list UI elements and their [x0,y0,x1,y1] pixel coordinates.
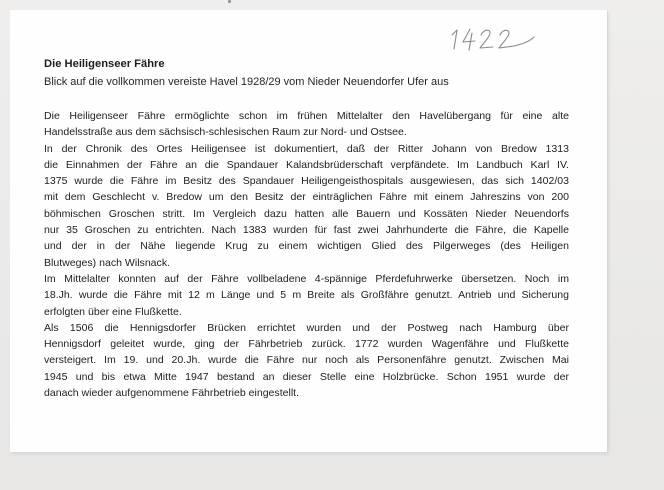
document-card [10,10,607,452]
scan-speck [228,0,231,3]
body-line: versteigert. Im 19. und 20.Jh. wurde die Fähre nur noch als Personenfähre genutzt. Zwischen Mai [44,354,569,367]
body-line: Hennigsdorf geleitet wurde, ging der Fährbetrieb zurück. 1772 wurden Wagenfähre und Flußkette [44,338,569,351]
body-line: die Einnahmen der Fähre an die Spandauer Kalandsbrüderschaft verpfändete. Im Landbuch Karl IV. [44,158,569,171]
body-line: erfolgten über eine Flußkette. [44,305,182,318]
document-body [44,108,569,401]
document-subtitle: Blick auf die vollkommen vereiste Havel 1928/29 vom Nieder Neuendorfer Ufer aus [44,76,449,88]
body-line: böhmischen Groschen stritt. Im Vergleich dazu hatten alle Bauern und Kossäten Nieder Neuendorfs [44,207,569,220]
body-line: danach wieder aufgenommene Fährbetrieb eingestellt. [44,387,300,400]
body-line: 1375 wurde die Fähre im Besitz des Spandauer Heiligengeisthospitals ausgewiesen, das sich 1402/03 [44,175,569,188]
body-line: In der Chronik des Ortes Heiligensee ist dokumentiert, daß der Ritter Johann von Bredow 1313 [44,142,569,155]
body-line: Als 1506 die Hennigsdorfer Brücken errichtet wurden und der Postweg nach Hamburg über [44,321,569,334]
body-line: mit dem Geschlecht v. Bredow um den Besitz der einträglichen Fähre mit einem Jahreszins von 200 [44,191,569,204]
body-line: Handelsstraße aus dem sächsisch-schlesischen Raum zur Nord- und Ostsee. [44,126,407,139]
body-line: Die Heiligenseer Fähre ermöglichte schon im frühen Mittelalter den Havelübergang für eine alte [44,110,569,122]
body-line: 1945 und bis etwa Mitte 1947 bestand an dieser Stelle eine Holzbrücke. Schon 1951 wurde der [44,370,569,383]
handwritten-number [448,24,540,54]
body-line: nur 35 Groschen zu entrichten. Nach 1383 wurden für fast zwei Jahrhunderte die Fähre, die Kapelle [44,224,569,237]
body-line: Im Mittelalter konnten auf der Fähre vollbeladene 4-spännige Pferdefuhrwerke übersetzen. Noch im [44,272,569,285]
document-title: Die Heiligenseer Fähre [44,58,165,70]
body-line: Blutweges) nach Wilsnack. [44,256,171,269]
body-line: 18.Jh. wurde die Fähre mit 12 m Länge und 5 m Breite als Großfähre genutzt. Antrieb und Sicherung [44,289,569,302]
body-line: und der in der Nähe liegende Krug zu einem wichtigen Glied des Pilgerweges (des Heiligen [44,240,569,253]
